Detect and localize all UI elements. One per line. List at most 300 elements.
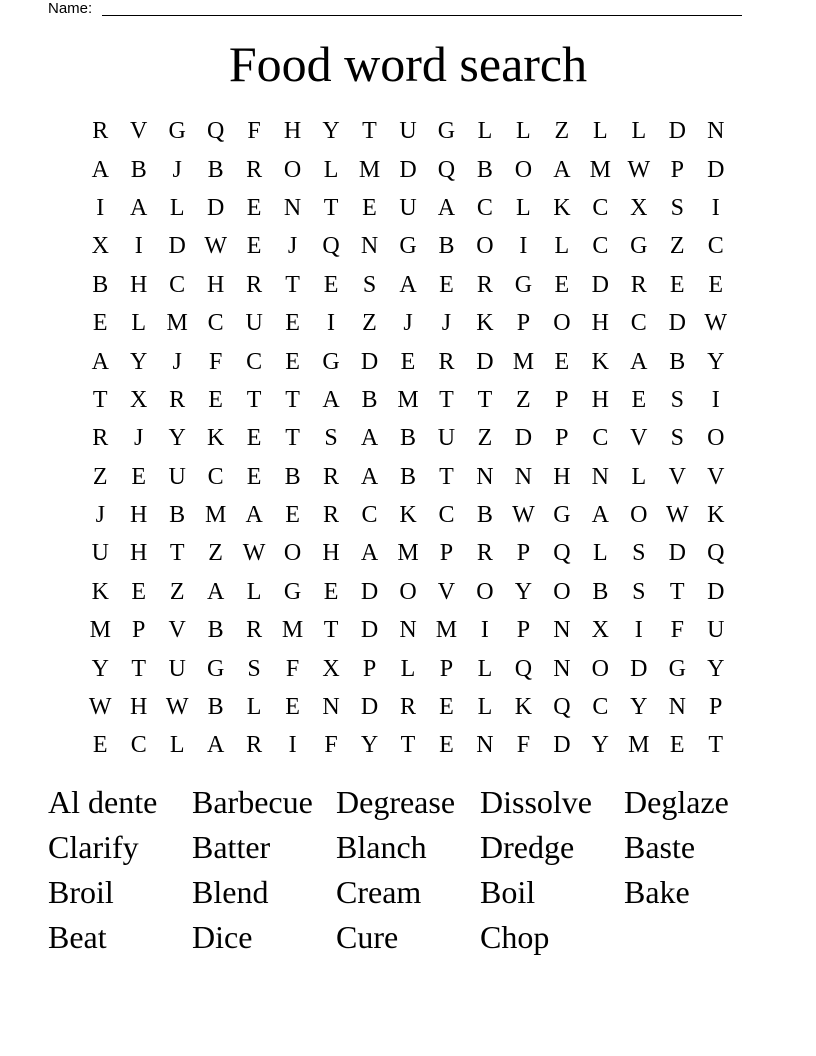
grid-letter: C [130, 732, 147, 759]
grid-letter: Z [516, 386, 531, 413]
grid-letter: R [323, 463, 340, 490]
grid-letter: B [92, 271, 109, 298]
grid-letter: D [206, 194, 225, 221]
grid-letter: E [554, 348, 570, 375]
grid-letter: X [630, 194, 648, 221]
word-list-row [48, 825, 768, 870]
grid-letter: D [360, 694, 379, 721]
grid-letter: E [92, 732, 108, 759]
grid-letter: I [480, 617, 489, 644]
grid-letter: D [553, 732, 571, 759]
grid-letter: V [130, 118, 148, 145]
grid-letter: M [397, 386, 419, 413]
word-item: Batter [192, 829, 271, 865]
grid-letter: N [668, 694, 686, 721]
grid-letter: T [708, 732, 724, 759]
grid-letter: P [555, 386, 569, 413]
grid-letter: B [207, 156, 224, 183]
grid-letter: I [327, 310, 336, 337]
grid-letter: B [476, 502, 493, 529]
grid-letter: A [591, 502, 609, 529]
grid-letter: L [516, 118, 531, 145]
grid-letter: R [169, 386, 186, 413]
grid-letter: S [632, 540, 646, 567]
grid-letter: L [631, 463, 647, 490]
grid-letter: N [322, 694, 340, 721]
grid-letter: G [168, 118, 186, 145]
word-item: Degrease [336, 784, 456, 820]
grid-letter: W [665, 502, 689, 529]
grid-letter: K [591, 348, 609, 375]
grid-row [81, 573, 735, 611]
grid-letter: X [591, 617, 609, 644]
grid-letter: W [627, 156, 651, 183]
grid-letter: E [669, 732, 685, 759]
grid-letter: C [707, 233, 724, 260]
grid-letter: T [285, 425, 300, 452]
grid-letter: Q [206, 118, 225, 145]
grid-letter: N [476, 463, 494, 490]
grid-letter: E [285, 310, 300, 337]
grid-letter: T [131, 655, 147, 682]
grid-row [81, 150, 735, 188]
grid-letter: M [281, 617, 304, 644]
grid-letter: C [169, 271, 186, 298]
grid-letter: J [134, 425, 144, 452]
grid-letter: X [130, 386, 148, 413]
grid-letter: D [399, 156, 417, 183]
name-underline [102, 15, 742, 16]
grid-letter: E [246, 233, 262, 260]
grid-letter: L [246, 578, 262, 605]
grid-letter: A [360, 540, 379, 567]
grid-letter: E [246, 463, 262, 490]
grid-letter: M [512, 348, 535, 375]
word-item: Barbecue [192, 784, 313, 820]
grid-letter: H [130, 694, 148, 721]
grid-letter: O [399, 578, 417, 605]
word-item: Deglaze [624, 784, 729, 820]
grid-letter: V [707, 463, 725, 490]
grid-letter: P [362, 655, 377, 682]
grid-letter: B [399, 463, 416, 490]
grid-letter: T [477, 386, 493, 413]
grid-letter: F [516, 732, 531, 759]
grid-letter: A [206, 578, 225, 605]
grid-letter: N [399, 617, 417, 644]
grid-letter: G [322, 348, 340, 375]
grid-letter: C [476, 194, 493, 221]
grid-letter: I [96, 194, 105, 221]
grid-letter: M [89, 617, 111, 644]
grid-row [81, 304, 735, 342]
grid-letter: T [400, 732, 416, 759]
grid-letter: E [131, 463, 147, 490]
grid-letter: N [707, 118, 725, 145]
name-label: Name: [48, 0, 93, 17]
grid-letter: L [169, 194, 185, 221]
grid-letter: Z [92, 463, 108, 490]
word-item: Dice [192, 919, 253, 955]
grid-letter: E [285, 348, 300, 375]
grid-row [81, 496, 735, 534]
grid-letter: V [437, 578, 456, 605]
grid-letter: D [668, 118, 686, 145]
grid-letter: B [207, 617, 224, 644]
grid-letter: O [476, 578, 494, 605]
grid-letter: D [360, 348, 379, 375]
grid-letter: T [362, 118, 377, 145]
grid-letter: M [358, 156, 381, 183]
grid-letter: I [288, 732, 297, 759]
grid-letter: Y [322, 118, 340, 145]
grid-letter: X [91, 233, 109, 260]
grid-letter: U [91, 540, 109, 567]
grid-letter: E [669, 271, 685, 298]
grid-letter: V [168, 617, 186, 644]
grid-letter: C [207, 310, 224, 337]
word-list-row [48, 780, 768, 825]
grid-letter: L [592, 540, 608, 567]
grid-letter: E [246, 425, 262, 452]
grid-letter: E [92, 310, 108, 337]
grid-letter: K [91, 578, 109, 605]
grid-letter: E [362, 194, 377, 221]
grid-row [81, 227, 735, 265]
grid-letter: G [668, 655, 686, 682]
grid-letter: B [438, 233, 455, 260]
grid-letter: B [592, 578, 609, 605]
grid-row [81, 266, 735, 304]
grid-letter: Y [707, 348, 725, 375]
word-item: Cure [336, 919, 399, 955]
grid-letter: S [324, 425, 338, 452]
grid-letter: Z [669, 233, 685, 260]
grid-letter: M [166, 310, 188, 337]
grid-letter: B [361, 386, 378, 413]
grid-letter: W [704, 310, 728, 337]
grid-letter: J [287, 233, 298, 260]
grid-letter: A [553, 156, 571, 183]
grid-letter: E [439, 732, 454, 759]
grid-letter: M [435, 617, 458, 644]
grid-letter: L [323, 156, 339, 183]
grid-letter: G [553, 502, 571, 529]
grid-letter: O [630, 502, 648, 529]
grid-letter: R [246, 156, 263, 183]
grid-letter: B [284, 463, 301, 490]
grid-letter: N [360, 233, 379, 260]
word-item: Blanch [336, 829, 427, 865]
word-item: Bake [624, 874, 690, 910]
grid-letter: A [245, 502, 263, 529]
word-item: Broil [48, 874, 114, 910]
grid-letter: P [439, 540, 454, 567]
grid-letter: I [519, 233, 528, 260]
grid-letter: U [245, 310, 263, 337]
grid-letter: C [592, 194, 609, 221]
grid-letter: G [437, 118, 456, 145]
grid-letter: U [168, 463, 186, 490]
grid-letter: L [516, 194, 531, 221]
grid-letter: D [360, 578, 379, 605]
grid-letter: L [477, 118, 493, 145]
grid-letter: C [438, 502, 455, 529]
grid-letter: Z [477, 425, 493, 452]
grid-letter: K [707, 502, 725, 529]
grid-letter: E [208, 386, 223, 413]
grid-letter: T [323, 194, 339, 221]
grid-letter: V [630, 425, 648, 452]
grid-letter: Z [554, 118, 570, 145]
word-item: Chop [480, 919, 550, 955]
grid-letter: Z [208, 540, 223, 567]
grid-letter: R [246, 617, 263, 644]
grid-letter: F [285, 655, 300, 682]
grid-letter: B [130, 156, 147, 183]
grid-letter: U [437, 425, 456, 452]
grid-letter: P [670, 156, 684, 183]
grid-letter: R [476, 271, 493, 298]
grid-letter: S [247, 655, 261, 682]
letter-grid [81, 112, 735, 765]
grid-letter: E [323, 578, 339, 605]
grid-letter: H [283, 118, 302, 145]
grid-letter: R [630, 271, 647, 298]
name-field[interactable] [48, 0, 742, 18]
grid-letter: L [131, 310, 147, 337]
grid-letter: W [512, 502, 535, 529]
grid-letter: S [670, 425, 684, 452]
grid-letter: A [91, 348, 109, 375]
grid-letter: D [514, 425, 533, 452]
grid-letter: B [169, 502, 186, 529]
grid-letter: A [322, 386, 340, 413]
grid-letter: M [589, 156, 611, 183]
grid-letter: J [95, 502, 105, 529]
grid-letter: C [361, 502, 378, 529]
grid-letter: R [246, 732, 263, 759]
grid-letter: K [553, 194, 571, 221]
grid-letter: T [169, 540, 185, 567]
grid-letter: K [476, 310, 494, 337]
grid-letter: W [204, 233, 227, 260]
grid-letter: Y [630, 694, 648, 721]
grid-letter: G [399, 233, 417, 260]
grid-letter: J [403, 310, 413, 337]
grid-letter: D [707, 578, 725, 605]
grid-letter: O [707, 425, 725, 452]
grid-letter: P [709, 694, 723, 721]
grid-letter: L [477, 694, 493, 721]
grid-letter: I [711, 386, 720, 413]
grid-letter: T [285, 386, 300, 413]
grid-letter: H [130, 502, 148, 529]
grid-letter: T [92, 386, 108, 413]
grid-letter: E [285, 502, 300, 529]
grid-letter: R [92, 118, 109, 145]
word-item: Dredge [480, 829, 575, 865]
grid-letter: R [399, 694, 416, 721]
grid-letter: A [399, 271, 417, 298]
grid-letter: A [91, 156, 109, 183]
grid-letter: O [591, 655, 609, 682]
word-item: Dissolve [480, 784, 592, 820]
grid-letter: Q [437, 156, 456, 183]
grid-letter: O [553, 310, 571, 337]
grid-letter: G [514, 271, 533, 298]
grid-letter: U [399, 194, 417, 221]
grid-letter: E [246, 194, 262, 221]
grid-letter: L [169, 732, 185, 759]
grid-letter: F [324, 732, 338, 759]
grid-letter: M [397, 540, 419, 567]
grid-letter: Q [553, 694, 571, 721]
grid-row [81, 688, 735, 726]
grid-letter: H [591, 310, 609, 337]
grid-letter: Y [168, 425, 186, 452]
grid-letter: G [206, 655, 225, 682]
grid-letter: U [399, 118, 417, 145]
grid-letter: L [477, 655, 493, 682]
grid-letter: B [669, 348, 686, 375]
grid-letter: F [670, 617, 684, 644]
grid-letter: A [360, 463, 379, 490]
grid-letter: D [591, 271, 609, 298]
grid-letter: P [516, 540, 531, 567]
grid-letter: P [516, 310, 531, 337]
grid-letter: D [360, 617, 379, 644]
grid-letter: A [437, 194, 456, 221]
grid-letter: L [246, 694, 262, 721]
grid-letter: T [439, 463, 454, 490]
grid-letter: O [553, 578, 571, 605]
grid-letter: W [242, 540, 266, 567]
grid-row [81, 726, 735, 764]
word-item: Beat [48, 919, 107, 955]
grid-letter: C [207, 463, 224, 490]
grid-letter: C [592, 425, 609, 452]
grid-letter: N [283, 194, 302, 221]
grid-letter: Y [707, 655, 725, 682]
grid-letter: K [514, 694, 533, 721]
grid-letter: T [246, 386, 262, 413]
grid-letter: M [628, 732, 650, 759]
grid-letter: Q [514, 655, 533, 682]
grid-row [81, 458, 735, 496]
grid-letter: E [285, 694, 300, 721]
grid-letter: G [283, 578, 302, 605]
grid-letter: J [441, 310, 452, 337]
grid-letter: R [438, 348, 455, 375]
grid-letter: N [591, 463, 609, 490]
grid-letter: O [514, 156, 533, 183]
grid-letter: A [130, 194, 148, 221]
grid-letter: S [632, 578, 646, 605]
grid-letter: D [630, 655, 648, 682]
grid-letter: L [631, 118, 647, 145]
grid-row [81, 649, 735, 687]
grid-row [81, 534, 735, 572]
page-title: Food word search [228, 36, 588, 92]
grid-letter: H [130, 540, 148, 567]
grid-letter: T [285, 271, 300, 298]
grid-row [81, 189, 735, 227]
grid-letter: E [708, 271, 724, 298]
word-list-row [48, 915, 768, 960]
grid-letter: D [668, 540, 686, 567]
grid-letter: R [92, 425, 109, 452]
word-list [48, 780, 768, 960]
word-item: Boil [480, 874, 536, 910]
grid-letter: Y [91, 655, 109, 682]
grid-letter: D [707, 156, 725, 183]
grid-letter: C [592, 233, 609, 260]
grid-letter: M [204, 502, 227, 529]
grid-letter: T [669, 578, 685, 605]
grid-letter: D [168, 233, 186, 260]
grid-letter: F [208, 348, 223, 375]
grid-letter: Z [362, 310, 377, 337]
grid-row [81, 381, 735, 419]
grid-letter: H [591, 386, 609, 413]
grid-letter: S [670, 386, 684, 413]
grid-letter: Y [360, 732, 379, 759]
grid-letter: A [360, 425, 379, 452]
grid-letter: E [439, 271, 454, 298]
grid-letter: O [476, 233, 494, 260]
grid-letter: R [246, 271, 263, 298]
grid-letter: R [323, 502, 340, 529]
grid-letter: T [439, 386, 454, 413]
grid-letter: E [131, 578, 147, 605]
grid-letter: P [439, 655, 454, 682]
grid-letter: S [670, 194, 684, 221]
grid-letter: E [631, 386, 647, 413]
grid-letter: V [668, 463, 686, 490]
word-item: Clarify [48, 829, 139, 865]
grid-letter: P [555, 425, 569, 452]
grid-letter: B [476, 156, 493, 183]
grid-letter: Q [322, 233, 340, 260]
grid-letter: X [322, 655, 340, 682]
grid-letter: H [130, 271, 148, 298]
grid-letter: I [634, 617, 643, 644]
grid-letter: L [400, 655, 416, 682]
grid-letter: L [554, 233, 570, 260]
grid-letter: I [134, 233, 143, 260]
grid-letter: Z [169, 578, 185, 605]
grid-letter: U [168, 655, 186, 682]
grid-row [81, 342, 735, 380]
grid-letter: J [172, 156, 182, 183]
grid-letter: D [668, 310, 686, 337]
grid-letter: W [165, 694, 189, 721]
grid-letter: B [207, 694, 224, 721]
grid-letter: O [283, 540, 302, 567]
grid-letter: A [206, 732, 225, 759]
grid-letter: W [88, 694, 112, 721]
grid-letter: Y [514, 578, 533, 605]
word-list-row [48, 870, 768, 915]
grid-row [81, 112, 735, 150]
grid-letter: E [439, 694, 454, 721]
grid-letter: G [630, 233, 648, 260]
grid-letter: E [554, 271, 570, 298]
grid-letter: E [400, 348, 416, 375]
grid-letter: E [323, 271, 339, 298]
grid-letter: H [553, 463, 571, 490]
